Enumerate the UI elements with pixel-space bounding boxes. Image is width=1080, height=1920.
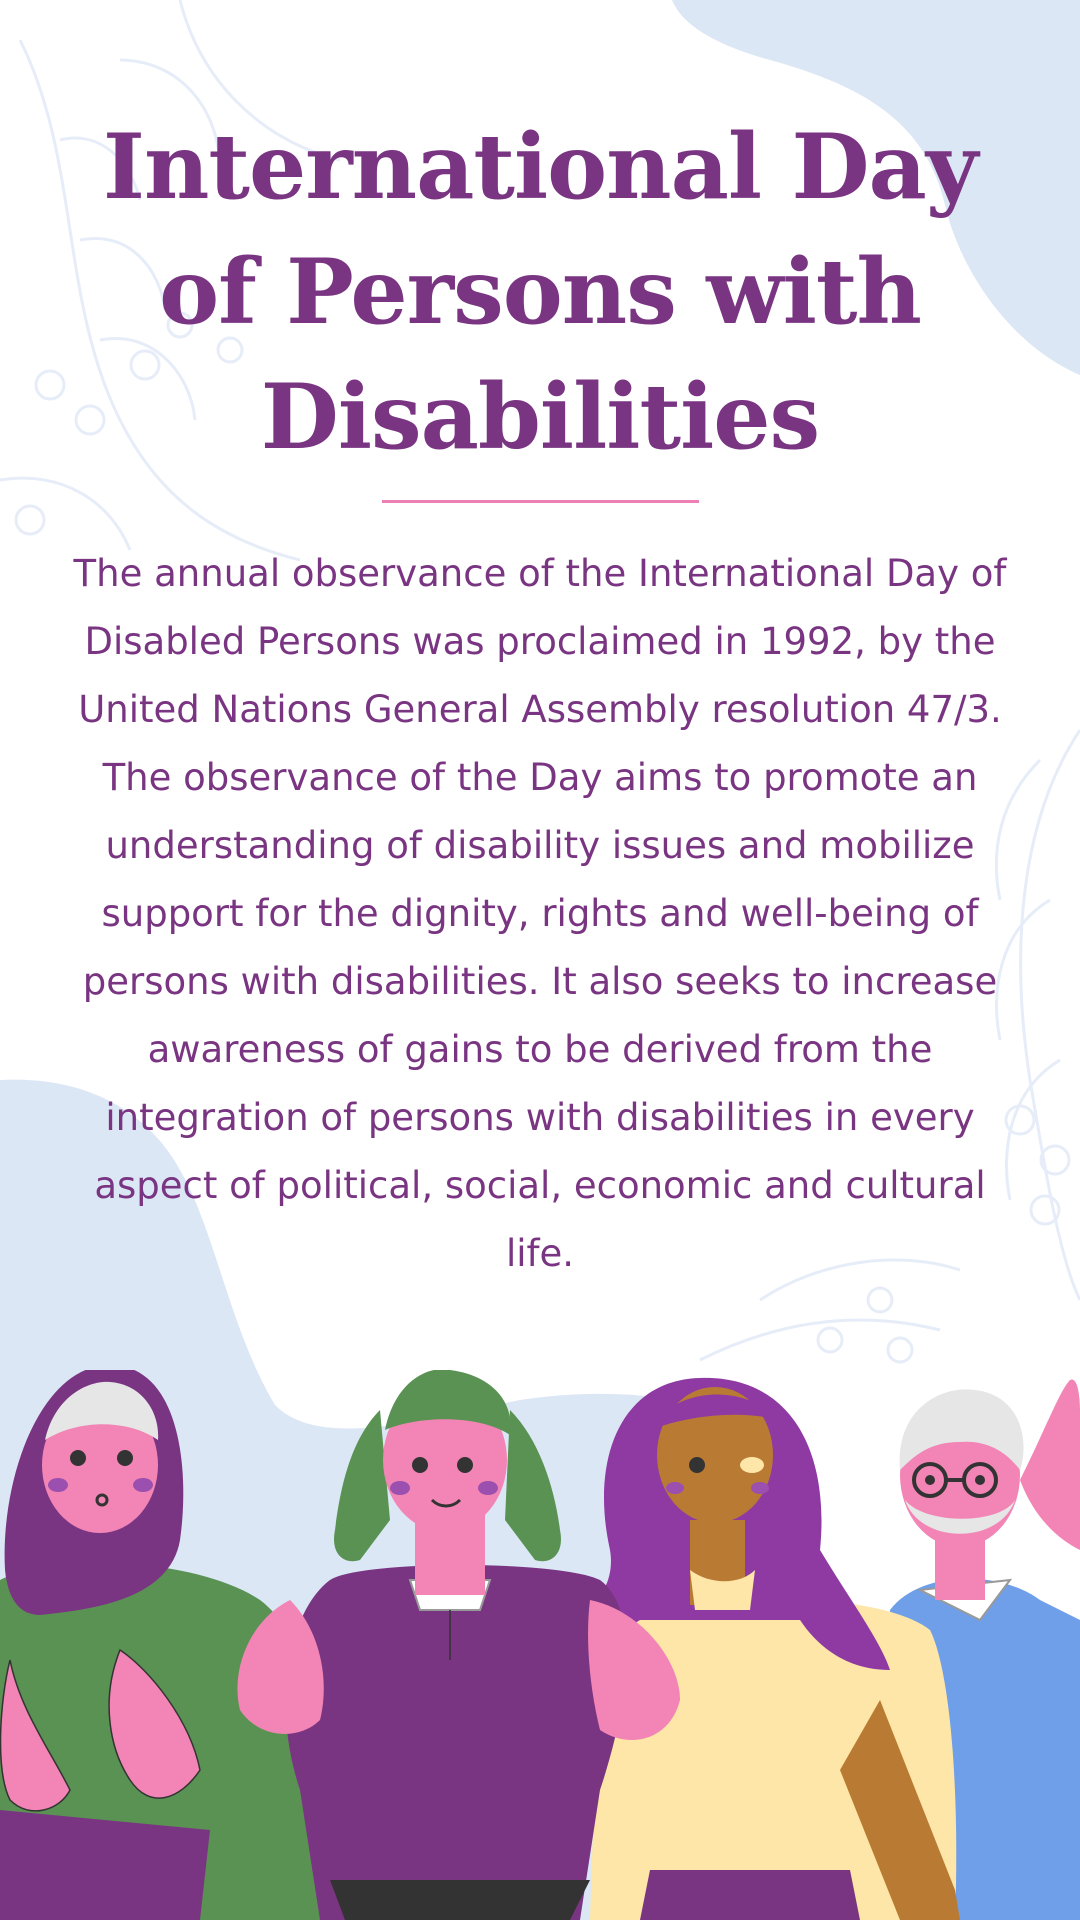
poster-body-text: The annual observance of the International Day of Disabled Persons was proclaimed in 1992, by the United Nations General Assembly resolution 47/3. The observance of the Day aims to promote an understanding of disability issues and mobilize support for the dignity, rights and well-being of persons with disabilities. It also seeks to increase awareness of gains to be derived from the integration of persons with disabilities in every aspect of political, social, economic and cultural life. [73,552,1007,1275]
poster-title: International Day of Persons with Disabilities [102,114,978,470]
title-divider [382,500,699,503]
people-illustration [0,1370,1080,1920]
